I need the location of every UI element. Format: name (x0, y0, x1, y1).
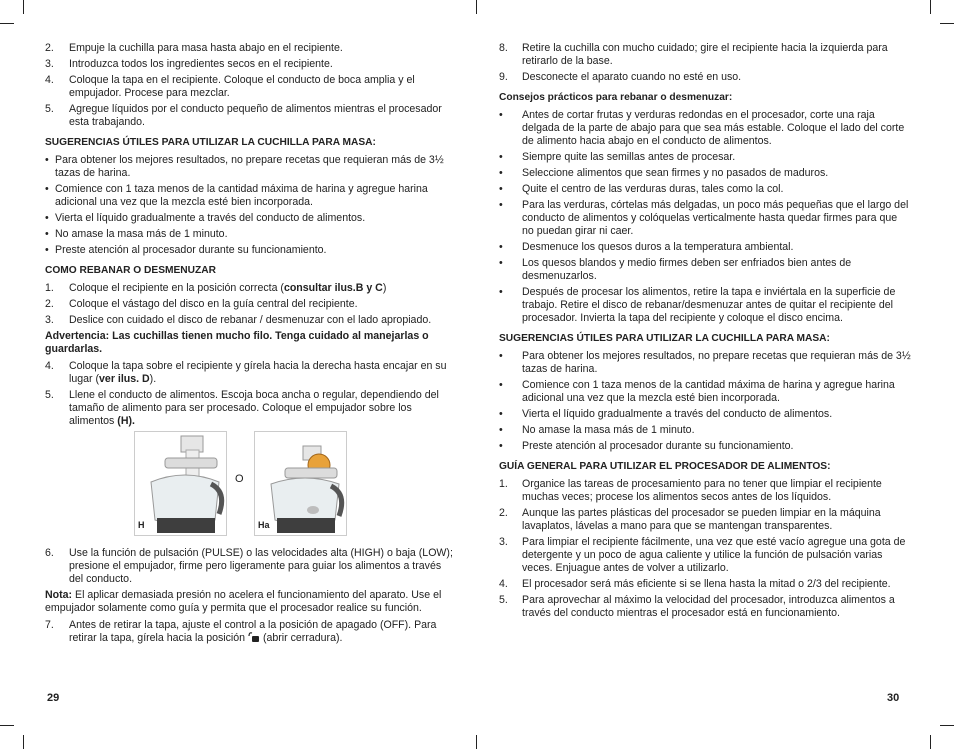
list-item: • No amase la masa más de 1 minuto. (499, 424, 695, 436)
crop-mark (476, 0, 477, 14)
note-text: Nota: El aplicar demasiada presión no acelera el funcionamiento del aparato. Use el empujador solamente como guía y permita que el procesador realice su función. (45, 589, 442, 614)
bullet-marker: • (499, 379, 503, 391)
list-item: 1. Coloque el recipiente en la posición correcta (consultar ilus.B y C) (45, 282, 387, 294)
dough-tips-list (499, 350, 911, 453)
list-item: • Después de procesar los alimentos, retire la tapa e inviértala en la superficie de trabajo. Retire el disco de rebanar/desmenuzar antes de quitar el recipiente del procesador. Invierta la tapa del recipiente y coloque el disco encima. (499, 286, 896, 324)
list-item: 2. Coloque el vástago del disco en la guía central del recipiente. (45, 298, 358, 310)
bullet-marker: • (499, 408, 503, 420)
list-item: 8. Retire la cuchilla con mucho cuidado; gire el recipiente hacia la izquierda para retirarlo de la base. (499, 42, 888, 67)
list-item: • Vierta el líquido gradualmente a través del conducto de alimentos. (499, 408, 833, 420)
crop-mark (930, 735, 931, 749)
list-item: 7. Antes de retirar la tapa, ajuste el control a la posición de apagado (OFF). Para retirar la tapa, gírela hacia la posición (abrir cerradura). (45, 619, 437, 644)
bullet-marker: • (499, 440, 503, 452)
list-item: 4. El procesador será más eficiente si se llena hasta la mitad o 2/3 del recipiente. (499, 578, 891, 590)
practical-tips-heading: Consejos prácticos para rebanar o desmenuzar: (499, 92, 733, 103)
list-item: 2. Empuje la cuchilla para masa hasta abajo en el recipiente. (45, 42, 343, 54)
list-item: 3. Para limpiar el recipiente fácilmente, una vez que esté vacío agregue una gota de detergente y un poco de agua caliente y utilice la función de pulsación varias veces. Enjuague antes de volver a utilizarlo. (499, 536, 906, 574)
list-item: • Antes de cortar frutas y verduras redondas en el procesador, corte una raja delgada de la parte de abajo para que sea más estable. Coloque el lado del corte de alimento hacia abajo en el conducto de alimentos. (499, 109, 905, 147)
bullet-marker: • (499, 257, 503, 269)
list-item: 5. Llene el conducto de alimentos. Escoja boca ancha o regular, dependiendo del tamaño de alimento para ser procesado. Coloque el empujador sobre los alimentos (H). (45, 389, 439, 427)
unlock-icon (248, 632, 260, 643)
dough-tips-list (45, 154, 455, 257)
bullet-marker: • (45, 154, 49, 166)
crop-mark (0, 725, 14, 726)
list-item: • Comience con 1 taza menos de la cantidad máxima de harina y agregue harina adicional una vez que la mezcla esté bien incorporada. (45, 183, 428, 208)
bullet-marker: • (499, 183, 503, 195)
bullet-marker: • (45, 228, 49, 240)
food-processor-pusher-image (135, 432, 226, 535)
slice-heading: COMO REBANAR O DESMENUZAR (45, 265, 216, 276)
bullet-marker: • (499, 241, 503, 253)
list-item: 9. Desconecte el aparato cuando no esté en uso. (499, 71, 742, 83)
bullet-marker: • (45, 183, 49, 195)
bullet-marker: • (499, 286, 503, 298)
illustration-ha (254, 431, 347, 536)
list-item: • Para obtener los mejores resultados, no prepare recetas que requieran más de 3½ tazas de harina. (499, 350, 911, 375)
list-item: 5. Agregue líquidos por el conducto pequeño de alimentos mientras el procesador esta trabajando. (45, 103, 442, 128)
list-item: • Preste atención al procesador durante su funcionamiento. (45, 244, 327, 256)
list-item: • No amase la masa más de 1 minuto. (45, 228, 228, 240)
list-item: • Para obtener los mejores resultados, no prepare recetas que requieran más de 3½ tazas de harina. (45, 154, 444, 179)
bullet-marker: • (45, 244, 49, 256)
list-item: 1. Organice las tareas de procesamiento para no tener que limpiar el recipiente muchas veces; procese los alimentos secos antes de los líquidos. (499, 478, 882, 503)
practical-tips-list (499, 109, 911, 325)
list-item: 3. Introduzca todos los ingredientes secos en el recipiente. (45, 58, 333, 70)
list-item: 3. Deslice con cuidado el disco de rebanar / desmenuzar con el lado apropiado. (45, 314, 432, 326)
bullet-marker: • (499, 424, 503, 436)
bullet-marker: • (499, 350, 503, 362)
dough-tips-heading: SUGERENCIAS ÚTILES PARA UTILIZAR LA CUCHILLA PARA MASA: (45, 137, 376, 148)
page-number: 29 (47, 692, 60, 704)
general-guide-list (499, 478, 911, 620)
list-item: 2. Aunque las partes plásticas del procesador se pueden limpiar en la máquina lavaplatos, lávelas a mano para que se mantengan transparentes. (499, 507, 881, 532)
list-item: 6. Use la función de pulsación (PULSE) o las velocidades alta (HIGH) o baja (LOW); presione el empujador, firme pero ligeramente para guiar los alimentos a través del conducto. (45, 547, 453, 585)
right-page (499, 42, 911, 623)
or-text: O (235, 473, 244, 485)
illustrations (45, 431, 455, 539)
list-item: • Preste atención al procesador durante su funcionamiento. (499, 440, 794, 452)
bullet-marker: • (45, 212, 49, 224)
list-item: • Vierta el líquido gradualmente a través del conducto de alimentos. (45, 212, 366, 224)
list-item: • Desmenuce los quesos duros a la temperatura ambiental. (499, 241, 794, 253)
list-item: • Los quesos blandos y medio firmes deben ser enfriados bien antes de desmenuzarlos. (499, 257, 852, 282)
list-item: • Comience con 1 taza menos de la cantidad máxima de harina y agregue harina adicional una vez que la mezcla esté bien incorporada. (499, 379, 895, 404)
dough-tips-heading: SUGERENCIAS ÚTILES PARA UTILIZAR LA CUCHILLA PARA MASA: (499, 333, 830, 344)
list-item: 4. Coloque la tapa en el recipiente. Coloque el conducto de boca amplia y el empujador. Procese para mezclar. (45, 74, 415, 99)
list-item: 5. Para aprovechar al máximo la velocidad del procesador, introduzca alimentos a través del conducto mientras el procesador está en funcionamiento. (499, 594, 895, 619)
list-item: • Seleccione alimentos que sean firmes y no pasados de maduros. (499, 167, 829, 179)
warning-text: Advertencia: Las cuchillas tienen mucho filo. Tenga cuidado al manejarlas o guardarlas. (45, 330, 429, 355)
general-guide-heading: GUÍA GENERAL PARA UTILIZAR EL PROCESADOR DE ALIMENTOS: (499, 461, 831, 472)
list-item: • Para las verduras, córtelas más delgadas, un poco más pequeñas que el largo del conducto de alimentos y colóquelas verticalmente hasta quedar firmes para que no puedan girar ni caer. (499, 199, 909, 237)
cleanup-steps (499, 42, 911, 84)
crop-mark (23, 735, 24, 749)
bullet-marker: • (499, 151, 503, 163)
crop-mark (940, 23, 954, 24)
crop-mark (0, 23, 14, 24)
illustration-label: Ha (258, 520, 270, 530)
illustration-label: H (138, 520, 145, 530)
crop-mark (476, 735, 477, 749)
left-page (45, 42, 455, 648)
bullet-marker: • (499, 199, 503, 211)
crop-mark (940, 725, 954, 726)
dough-steps (45, 42, 455, 129)
bullet-marker: • (499, 167, 503, 179)
list-item: • Quite el centro de las verduras duras, tales como la col. (499, 183, 784, 195)
crop-mark (23, 0, 24, 14)
crop-mark (930, 0, 931, 14)
bullet-marker: • (499, 109, 503, 121)
illustration-h (134, 431, 227, 536)
page-number: 30 (887, 692, 900, 704)
list-item: 4. Coloque la tapa sobre el recipiente y gírela hacia la derecha hasta encajar en su lugar (ver ilus. D). (45, 360, 447, 385)
list-item: • Siempre quite las semillas antes de procesar. (499, 151, 736, 163)
